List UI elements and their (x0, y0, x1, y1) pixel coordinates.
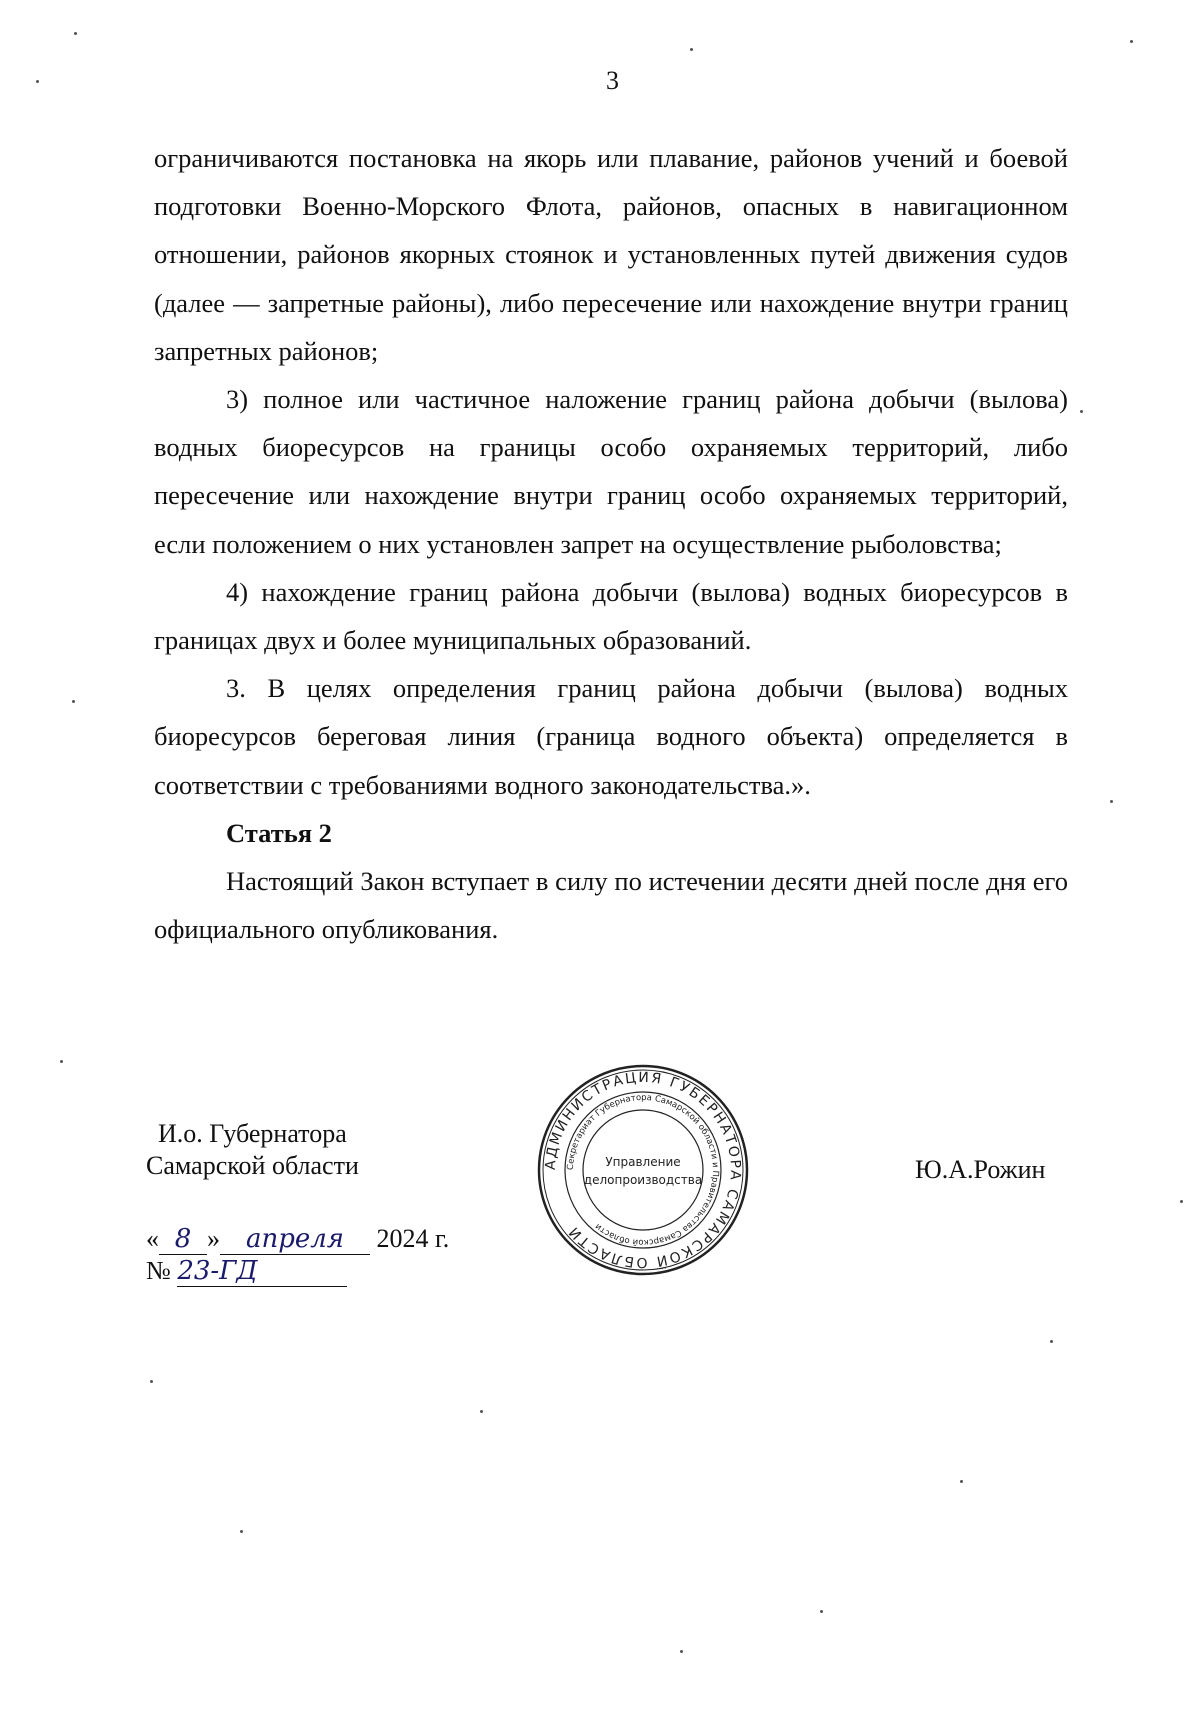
number-value: 23-ГД (177, 1256, 347, 1287)
seal-outer-text: АДМИНИСТРАЦИЯ ГУБЕРНАТОРА САМАРСКОЙ ОБЛАСТИ (542, 1069, 744, 1271)
article-heading: Статья 2 (226, 817, 332, 848)
signatory-title-line2: Самарской области (146, 1151, 359, 1180)
seal-inner-text: Секретариат Губернатора Самарской области и Правительства Самарской области (565, 1092, 721, 1248)
date-day: 8 (159, 1224, 207, 1255)
date-close-quote: » (207, 1224, 220, 1253)
number-prefix: № (146, 1256, 171, 1285)
seal-center-line1: Управление (605, 1155, 681, 1169)
seal-center-line2: делопроизводства (583, 1173, 703, 1187)
official-seal (533, 1060, 753, 1280)
signing-date (146, 1224, 449, 1255)
paragraph-continuation: ограничиваются постановка на якорь или плавание, районов учений и боевой подготовки Военно-Морского Флота, районов, опасных в навигационном отношении, районов якорных стоянок и установленных путей движения судов (далее — запретные районы), либо пересечение или нахождение внутри границ запретных районов; (154, 143, 1068, 366)
paragraph-clause-3: 3. В целях определения границ района добычи (вылова) водных биоресурсов береговая линия (граница водного объекта) определяется в соответствии с требованиями водного законодательства.». (154, 673, 1068, 800)
date-open-quote: « (146, 1224, 159, 1253)
svg-text:Секретариат Губернатора Самарс (566, 1093, 720, 1247)
signatory-title (146, 1118, 359, 1182)
date-month: апреля (220, 1224, 370, 1255)
law-number (146, 1256, 347, 1287)
paragraph-item-4: 4) нахождение границ района добычи (вылова) водных биоресурсов в границах двух и более муниципальных образований. (154, 576, 1068, 656)
paragraph-item-3: 3) полное или частичное наложение границ района добычи (вылова) водных биоресурсов на границы особо охраняемых территорий, либо пересечение или нахождение внутри границ особо охраняемых территорий, если положением о них установлен запрет на осуществление рыболовства; (154, 384, 1068, 559)
signatory-name: Ю.А.Рожин (915, 1155, 1046, 1184)
page-number: 3 (606, 66, 619, 95)
law-text (154, 134, 1068, 953)
paragraph-article-2: Настоящий Закон вступает в силу по истечении десяти дней после дня его официального опубликования. (154, 866, 1068, 945)
date-year: 2024 г. (376, 1224, 450, 1253)
signatory-title-line1: И.о. Губернатора (158, 1119, 347, 1148)
